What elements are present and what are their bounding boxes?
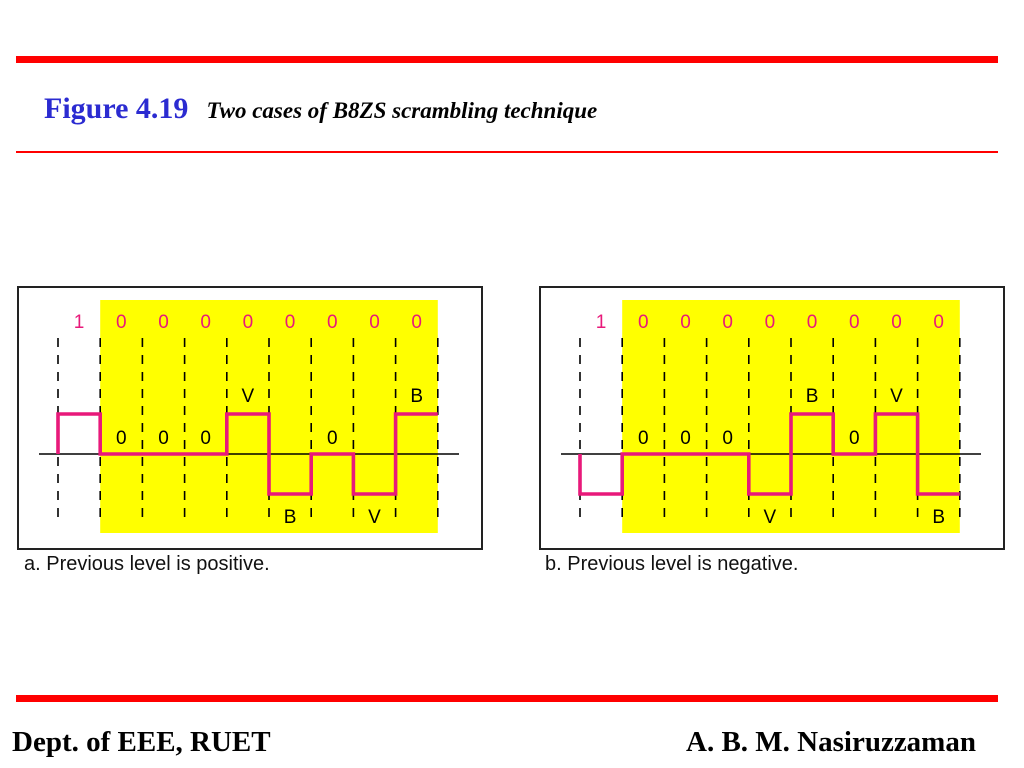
figure-title	[44, 92, 597, 126]
top-red-rule	[16, 56, 998, 63]
bit-label: 1	[73, 312, 85, 333]
pulse-label: 0	[849, 428, 860, 449]
footer-author: A. B. M. Nasiruzzaman	[686, 726, 976, 758]
panel-a	[17, 286, 483, 550]
bottom-red-rule	[16, 695, 998, 702]
bit-label: 0	[158, 312, 169, 333]
figure-caption: Two cases of B8ZS scrambling technique	[206, 98, 598, 123]
panel-b-caption: b. Previous level is negative.	[545, 553, 799, 575]
panel-a-caption: a. Previous level is positive.	[24, 553, 270, 575]
bit-label: 0	[891, 312, 902, 333]
pulse-label: 0	[327, 428, 338, 449]
pulse-label: V	[241, 386, 255, 407]
bit-label: 0	[638, 312, 649, 333]
title-underline-rule	[16, 151, 998, 153]
pulse-label: B	[932, 507, 946, 528]
pulse-label: B	[283, 507, 297, 528]
pulse-label: 0	[680, 428, 691, 449]
bit-label: 1	[595, 312, 607, 333]
pulse-label: 0	[158, 428, 169, 449]
pulse-label: 0	[638, 428, 649, 449]
pulse-label: V	[763, 507, 777, 528]
bit-label: 0	[116, 312, 127, 333]
pulse-label: 0	[200, 428, 211, 449]
bit-label: 0	[369, 312, 380, 333]
pulse-label: B	[805, 386, 819, 407]
figure-number: Figure 4.19	[44, 92, 189, 125]
pulse-label: 0	[116, 428, 127, 449]
pulse-label: 0	[722, 428, 733, 449]
bit-label: 0	[411, 312, 422, 333]
bit-label: 0	[933, 312, 944, 333]
b8zs-diagram-negative	[539, 286, 1005, 550]
pulse-label: B	[410, 386, 424, 407]
bit-label: 0	[242, 312, 254, 333]
pulse-label: V	[890, 386, 903, 407]
pulse-label: V	[368, 507, 381, 528]
bit-label: 0	[680, 312, 691, 333]
bit-label: 0	[722, 312, 733, 333]
bit-label: 0	[200, 312, 211, 333]
bit-label: 0	[284, 312, 296, 333]
bit-label: 0	[764, 312, 776, 333]
bit-label: 0	[327, 312, 338, 333]
panel-b	[539, 286, 1005, 550]
b8zs-diagram-positive	[17, 286, 483, 550]
footer-department: Dept. of EEE, RUET	[12, 726, 271, 758]
bit-label: 0	[806, 312, 818, 333]
bit-label: 0	[849, 312, 860, 333]
